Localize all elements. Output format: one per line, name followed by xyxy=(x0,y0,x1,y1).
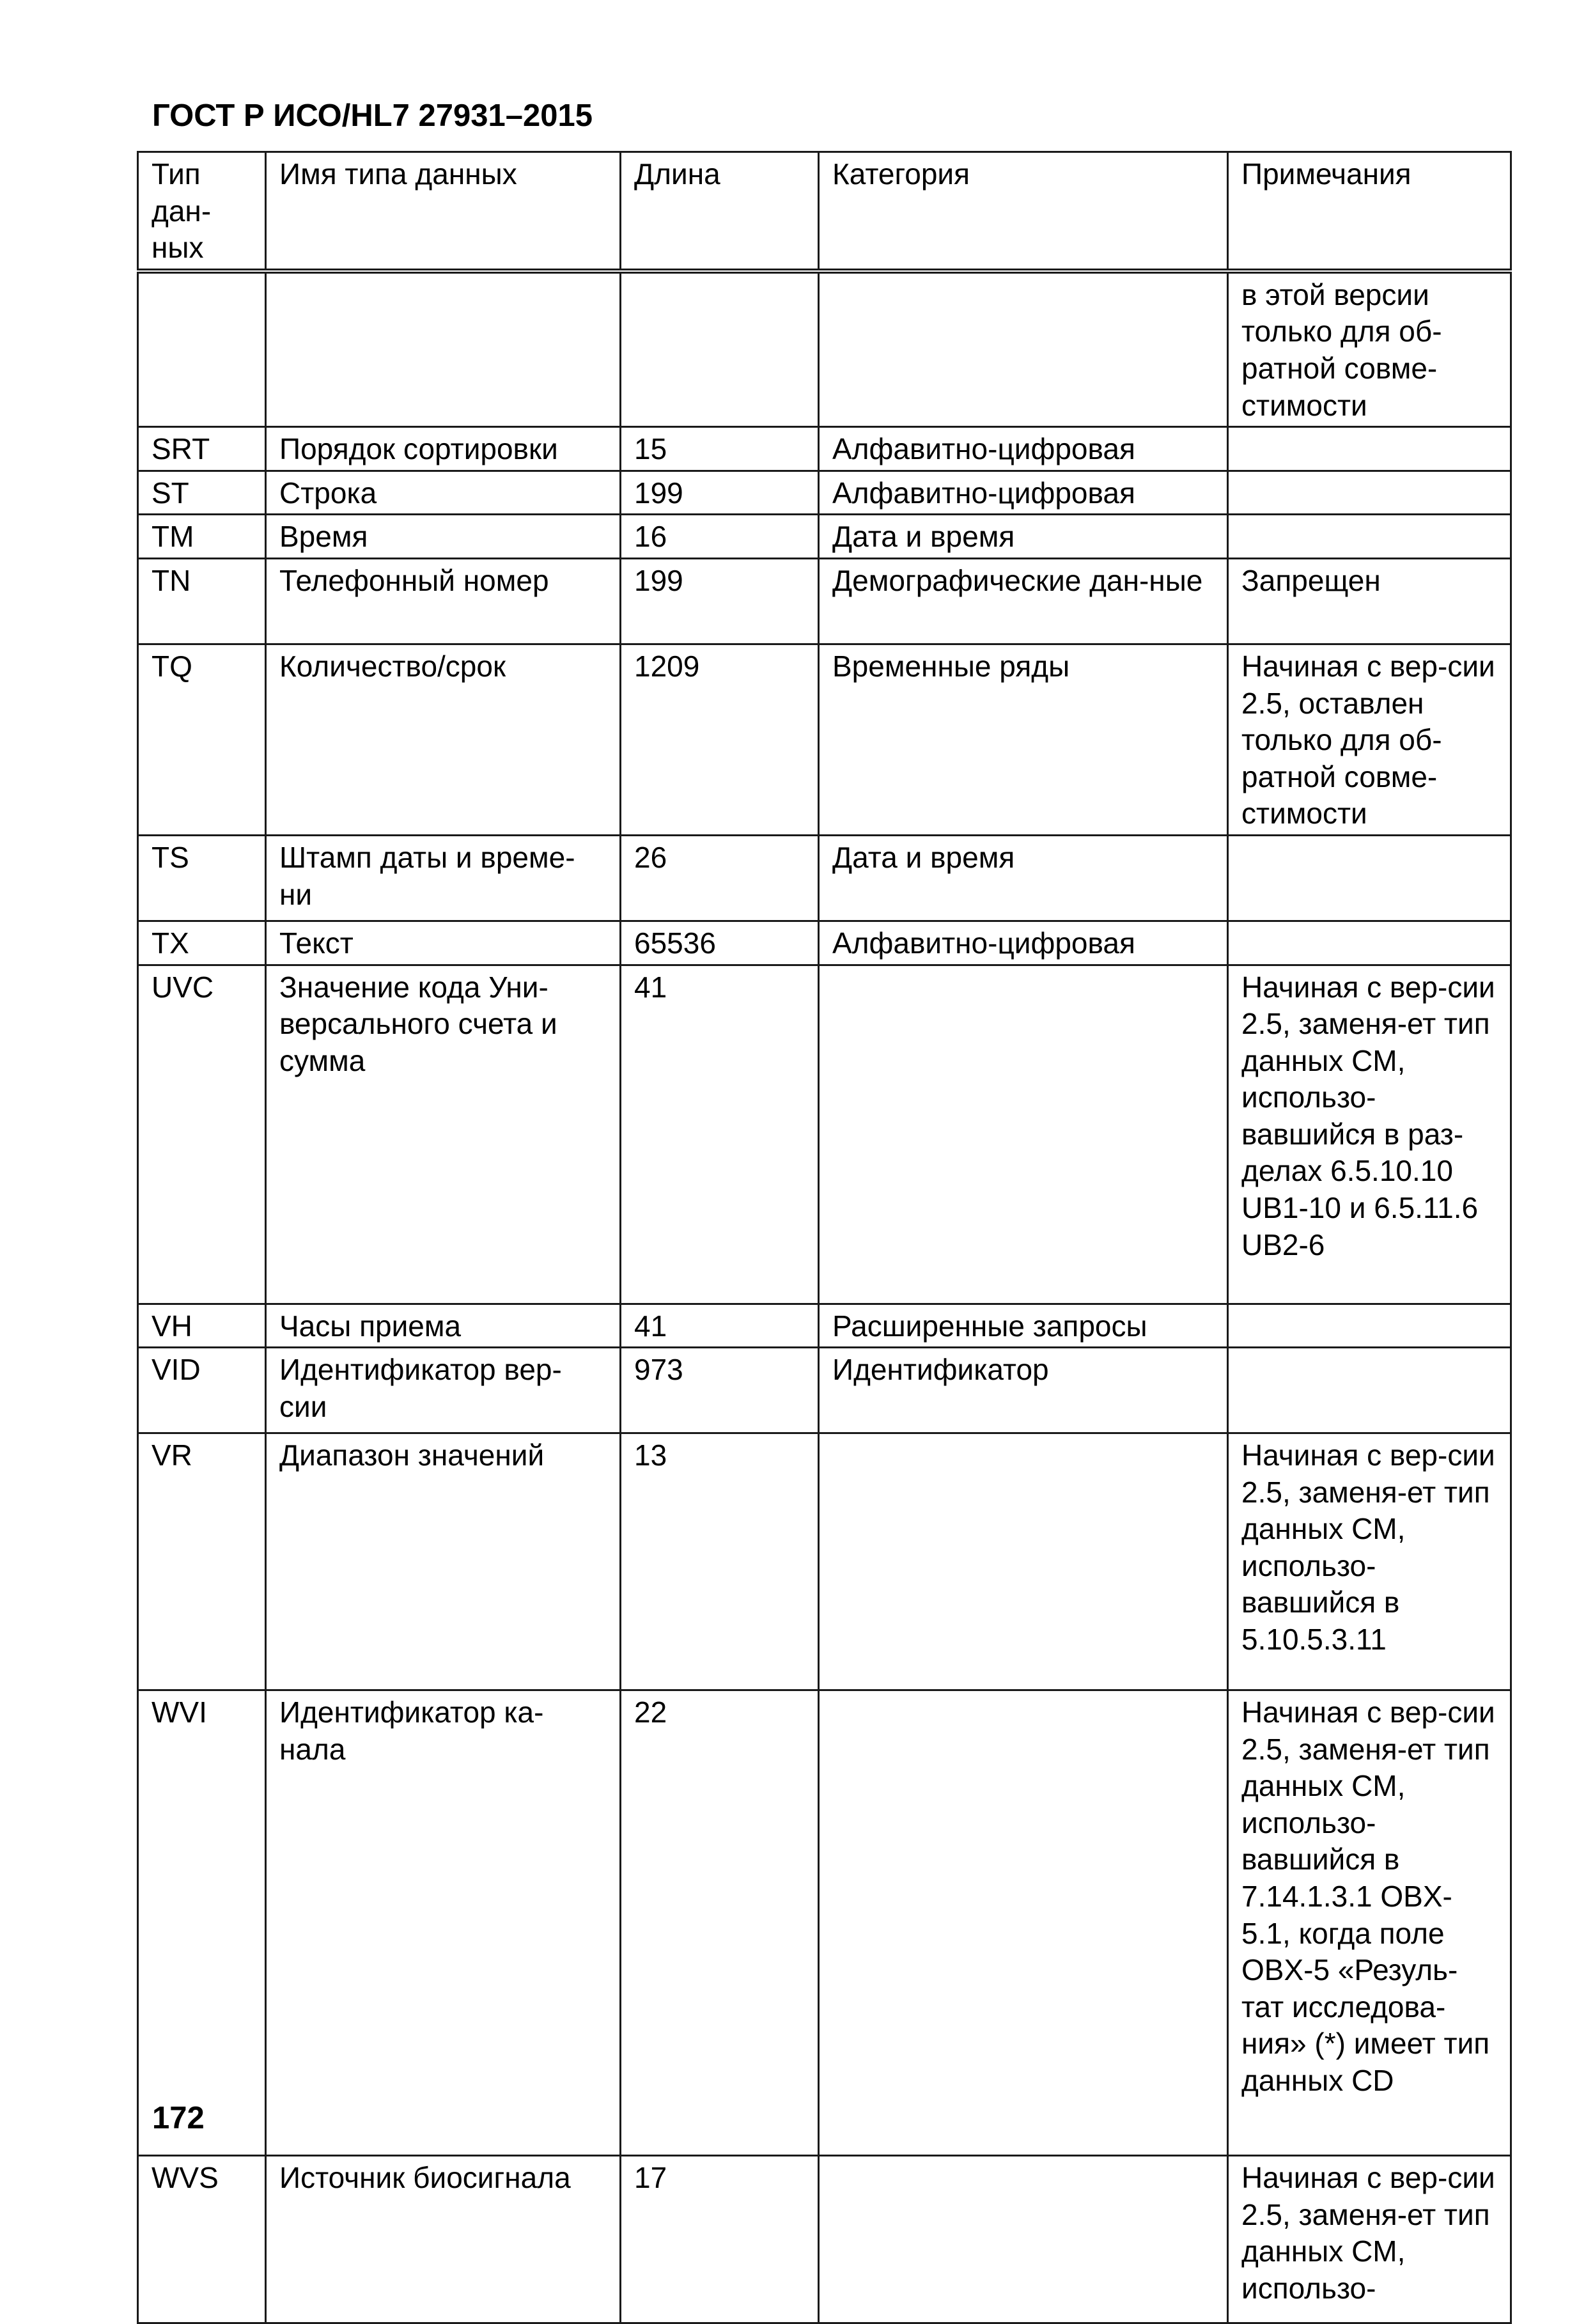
cell-type-code: WVI xyxy=(138,1690,266,2156)
cell-type-name: Идентификатор вер-сии xyxy=(266,1348,621,1433)
column-header-length: Длина xyxy=(621,152,819,271)
column-header-type: Тип дан-ных xyxy=(138,152,266,271)
cell-length: 199 xyxy=(621,558,819,644)
table-header-row xyxy=(138,152,1511,271)
cell-category: Идентификатор xyxy=(819,1348,1228,1433)
cell-category: Дата и время xyxy=(819,835,1228,921)
cell-category: Алфавитно-цифровая xyxy=(819,471,1228,515)
cell-notes: Запрещен xyxy=(1228,558,1511,644)
cell-notes: Начиная с вер-сии 2.5, заменя-ет тип данных CM, использо- xyxy=(1228,2156,1511,2323)
cell-category: Дата и время xyxy=(819,515,1228,559)
cell-category: Алфавитно-цифровая xyxy=(819,921,1228,965)
cell-length xyxy=(621,271,819,427)
cell-category: Временные ряды xyxy=(819,644,1228,835)
cell-length: 65536 xyxy=(621,921,819,965)
cell-notes: Начиная с вер-сии 2.5, заменя-ет тип данных CM, использо-вавшийся в раз-делах 6.5.10.10 UB1-10 и 6.5.11.6 UB2-6 xyxy=(1228,965,1511,1304)
cell-length: 26 xyxy=(621,835,819,921)
column-header-name: Имя типа данных xyxy=(266,152,621,271)
cell-length: 16 xyxy=(621,515,819,559)
cell-type-code: ST xyxy=(138,471,266,515)
table-row xyxy=(138,644,1511,835)
table-row xyxy=(138,427,1511,471)
cell-type-code: TN xyxy=(138,558,266,644)
cell-type-code: VR xyxy=(138,1433,266,1690)
cell-notes xyxy=(1228,921,1511,965)
cell-type-code: VID xyxy=(138,1348,266,1433)
cell-type-name: Количество/срок xyxy=(266,644,621,835)
table-row xyxy=(138,835,1511,921)
cell-type-name: Строка xyxy=(266,471,621,515)
cell-type-name: Телефонный номер xyxy=(266,558,621,644)
cell-notes xyxy=(1228,835,1511,921)
cell-notes xyxy=(1228,515,1511,559)
table-row xyxy=(138,1433,1511,1690)
cell-type-name: Порядок сортировки xyxy=(266,427,621,471)
cell-type-code xyxy=(138,271,266,427)
cell-notes: Начиная с вер-сии 2.5, заменя-ет тип данных CM, использо-вавшийся в 5.10.5.3.11 xyxy=(1228,1433,1511,1690)
cell-type-code: TS xyxy=(138,835,266,921)
cell-category xyxy=(819,2156,1228,2323)
cell-type-code: TX xyxy=(138,921,266,965)
cell-type-code: TM xyxy=(138,515,266,559)
cell-type-name: Идентификатор ка-нала xyxy=(266,1690,621,2156)
cell-notes xyxy=(1228,1304,1511,1348)
column-header-notes: Примечания xyxy=(1228,152,1511,271)
cell-length: 13 xyxy=(621,1433,819,1690)
cell-length: 41 xyxy=(621,965,819,1304)
cell-length: 22 xyxy=(621,1690,819,2156)
cell-notes: в этой версии только для об-ратной совме-стимости xyxy=(1228,271,1511,427)
cell-category xyxy=(819,1433,1228,1690)
page-number: 172 xyxy=(152,2101,205,2135)
table-row xyxy=(138,558,1511,644)
table-row xyxy=(138,965,1511,1304)
column-header-category: Категория xyxy=(819,152,1228,271)
table-row xyxy=(138,921,1511,965)
table-row xyxy=(138,1690,1511,2156)
data-types-table xyxy=(137,151,1512,2324)
cell-category xyxy=(819,271,1228,427)
cell-notes: Начиная с вер-сии 2.5, заменя-ет тип данных CM, использо-вавшийся в 7.14.1.3.1 OBX-5.1, когда поле OBX-5 «Резуль-тат исследова-ния» (*) имеет тип данных CD xyxy=(1228,1690,1511,2156)
table-body xyxy=(138,271,1511,2323)
cell-type-name: Часы приема xyxy=(266,1304,621,1348)
page-header: ГОСТ Р ИСО/HL7 27931–2015 xyxy=(152,98,593,133)
cell-type-name: Штамп даты и време-ни xyxy=(266,835,621,921)
table-row xyxy=(138,515,1511,559)
cell-length: 1209 xyxy=(621,644,819,835)
cell-category: Демографические дан-ные xyxy=(819,558,1228,644)
cell-notes xyxy=(1228,471,1511,515)
table-row xyxy=(138,271,1511,427)
cell-type-code: VH xyxy=(138,1304,266,1348)
cell-notes: Начиная с вер-сии 2.5, оставлен только для об-ратной совме-стимости xyxy=(1228,644,1511,835)
cell-type-code: UVC xyxy=(138,965,266,1304)
cell-type-name: Время xyxy=(266,515,621,559)
table-row xyxy=(138,2156,1511,2323)
cell-category: Расширенные запросы xyxy=(819,1304,1228,1348)
cell-length: 973 xyxy=(621,1348,819,1433)
cell-length: 17 xyxy=(621,2156,819,2323)
cell-type-code: TQ xyxy=(138,644,266,835)
cell-category: Алфавитно-цифровая xyxy=(819,427,1228,471)
cell-length: 41 xyxy=(621,1304,819,1348)
cell-type-code: SRT xyxy=(138,427,266,471)
table-row xyxy=(138,471,1511,515)
cell-length: 15 xyxy=(621,427,819,471)
cell-type-code: WVS xyxy=(138,2156,266,2323)
cell-type-name: Диапазон значений xyxy=(266,1433,621,1690)
cell-type-name xyxy=(266,271,621,427)
cell-type-name: Источник биосигнала xyxy=(266,2156,621,2323)
table-row xyxy=(138,1348,1511,1433)
table-row xyxy=(138,1304,1511,1348)
cell-category xyxy=(819,1690,1228,2156)
cell-length: 199 xyxy=(621,471,819,515)
cell-category xyxy=(819,965,1228,1304)
cell-notes xyxy=(1228,427,1511,471)
cell-notes xyxy=(1228,1348,1511,1433)
cell-type-name: Значение кода Уни-версального счета и сумма xyxy=(266,965,621,1304)
cell-type-name: Текст xyxy=(266,921,621,965)
